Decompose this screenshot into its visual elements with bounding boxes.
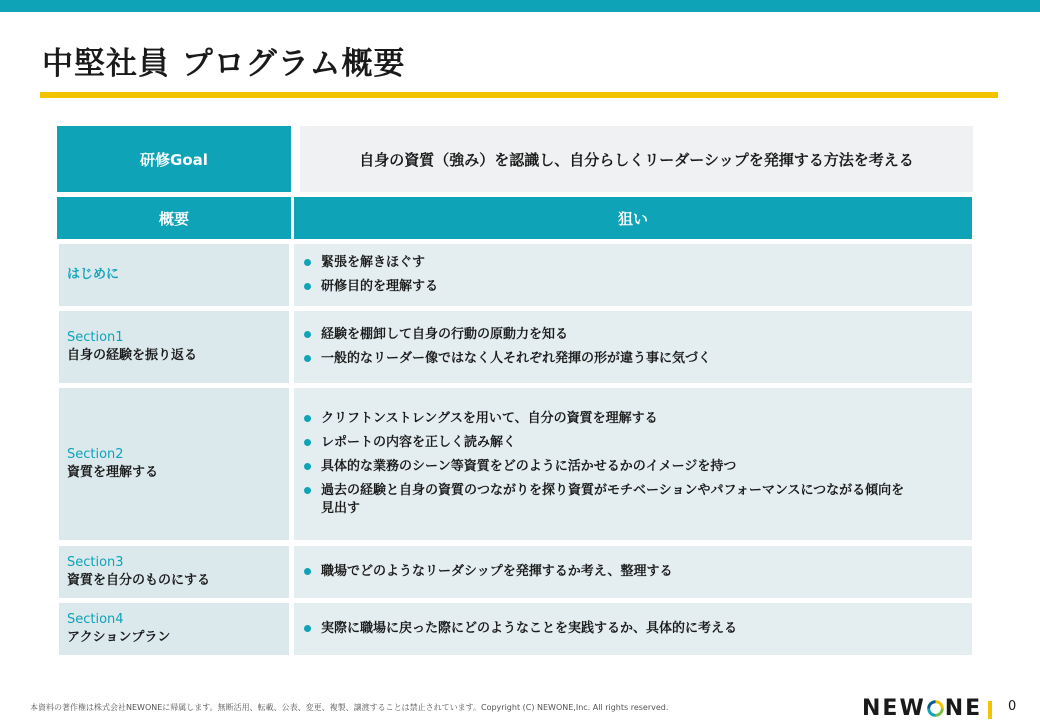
row-name: はじめに [67,267,120,282]
row-name: 資質を自分のものにする [67,573,211,588]
newone-logo [862,694,982,722]
logo-divider [988,701,992,719]
list-item: 過去の経験と自身の資質のつながりを探り資質がモチベーションやパフォーマンスにつながる傾向を見出す [304,482,912,518]
list-item: 一般的なリーダー像ではなく人それぞれ発揮の形が違う事に気づく [304,350,912,368]
page-number: 0 [1008,699,1017,714]
row-body-intro [294,244,972,306]
row-name: 自身の経験を振り返る [67,348,198,363]
bullet-dot-icon [304,439,311,446]
row-body-section4 [294,603,972,655]
bullet-dot-icon [304,625,311,632]
list-item: 実際に職場に戻った際にどのようなことを実践するか、具体的に考える [304,620,912,638]
row-label-section2 [59,388,289,540]
logo-ring-icon [927,700,944,717]
header-aims: 狙い [294,197,972,239]
page-title: 中堅社員 プログラム概要 [42,46,406,82]
bullet-dot-icon [304,259,311,266]
row-label-section4 [59,603,289,655]
list-item: レポートの内容を正しく読み解く [304,434,912,452]
logo-text-left: NEW [862,695,926,721]
list-item: 緊張を解きほぐす [304,254,912,272]
goal-label: 研修Goal [57,126,291,192]
bullet-dot-icon [304,331,311,338]
list-item: 経験を棚卸して自身の行動の原動力を知る [304,326,912,344]
title-underline [40,92,998,98]
row-label-intro [59,244,289,306]
section-number: Section2 [67,447,124,462]
header-overview: 概要 [57,197,291,239]
row-body-section2 [294,388,972,540]
bullet-dot-icon [304,463,311,470]
row-body-section1 [294,311,972,383]
bullet-dot-icon [304,283,311,290]
goal-text: 自身の資質（強み）を認識し、自分らしくリーダーシップを発揮する方法を考える [300,126,973,192]
bullet-dot-icon [304,355,311,362]
section-number: Section1 [67,330,124,345]
row-label-section3 [59,546,289,598]
section-number: Section3 [67,555,124,570]
list-item: 研修目的を理解する [304,278,912,296]
list-item: 職場でどのようなリーダシップを発揮するか考え、整理する [304,563,912,581]
copyright-notice: 本資料の著作権は株式会社NEWONEに帰属します。無断活用、転載、公表、変更、複製、譲渡することは禁止されています。Copyright (C) NEWONE,Inc. All rights reserved. [30,703,669,712]
row-name: 資質を理解する [67,465,159,480]
list-item: 具体的な業務のシーン等資質をどのように活かせるかのイメージを持つ [304,458,912,476]
bullet-dot-icon [304,487,311,494]
top-accent-bar [0,0,1040,12]
logo-text-right: NE [944,695,983,721]
section-number: Section4 [67,612,124,627]
list-item: クリフトンストレングスを用いて、自分の資質を理解する [304,410,912,428]
bullet-dot-icon [304,415,311,422]
row-body-section3 [294,546,972,598]
bullet-dot-icon [304,568,311,575]
row-label-section1 [59,311,289,383]
row-name: アクションプラン [67,630,171,645]
